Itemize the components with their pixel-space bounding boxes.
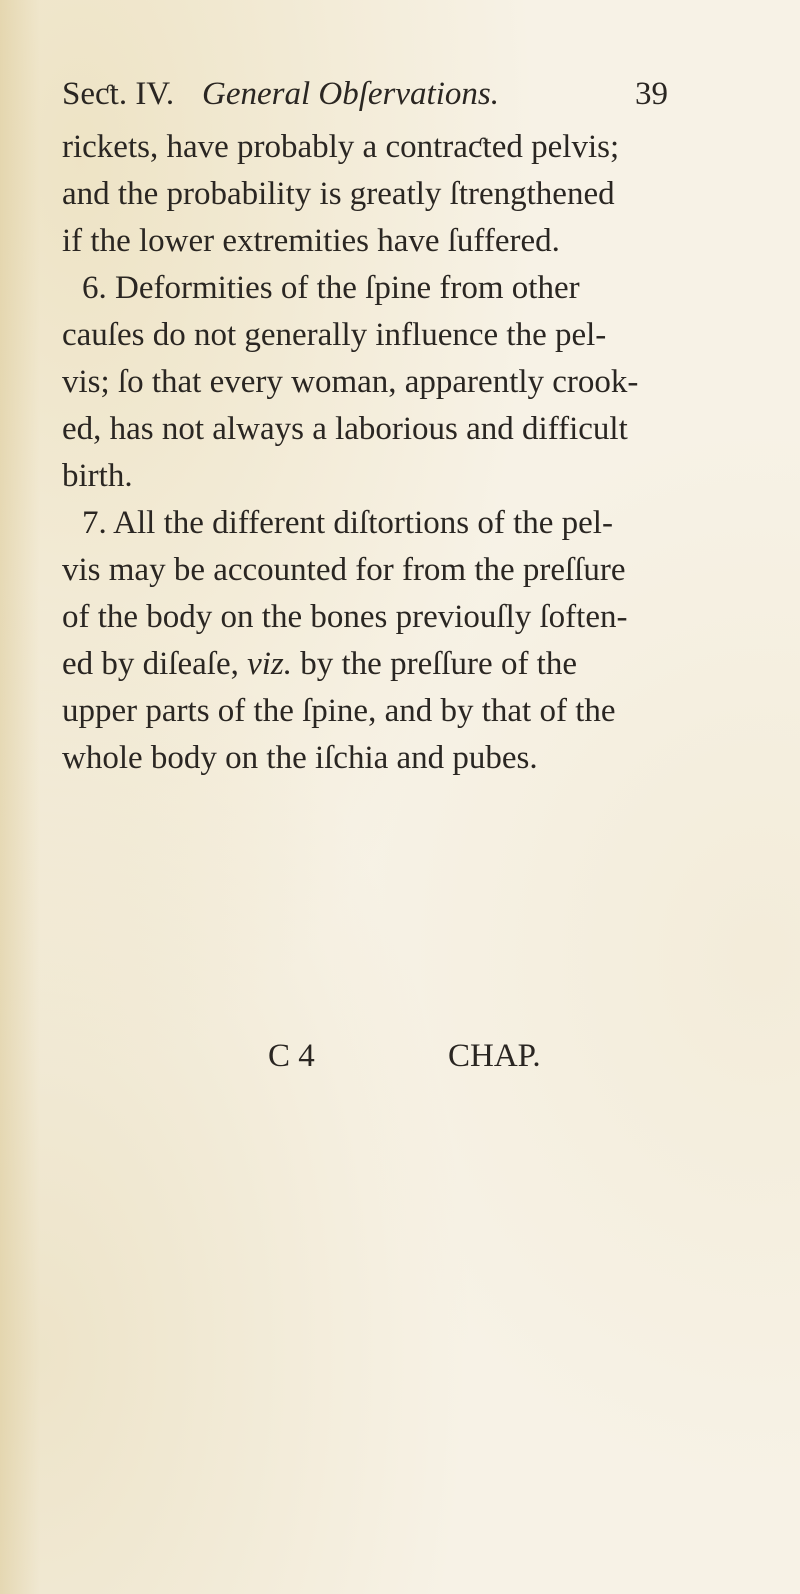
text-line: 6. Deformities of the ſpine from other — [82, 270, 580, 306]
page-edge-shading — [0, 0, 40, 1594]
text-line: whole body on the iſchia and pubes. — [62, 740, 538, 776]
text-line: and the probability is greatly ſtrengthened — [62, 176, 615, 212]
text-line: cauſes do not generally influence the pel- — [62, 317, 607, 353]
text-line: vis may be accounted for from the preſſure — [62, 552, 626, 588]
text-line: ed, has not always a laborious and difficult — [62, 411, 628, 447]
text-line: ed by diſeaſe, viz. by the preſſure of the — [62, 646, 577, 682]
section-label: Seƈt. IV. — [62, 76, 175, 112]
page-number: 39 — [635, 76, 668, 112]
text-line: upper parts of the ſpine, and by that of the — [62, 693, 616, 729]
italic-abbreviation: viz. — [247, 646, 293, 682]
signature-mark: C 4 — [268, 1038, 315, 1074]
text-line: rickets, have probably a contraƈted pelvis; — [62, 129, 620, 165]
running-title: General Obſervations. — [202, 76, 499, 112]
text-line: vis; ſo that every woman, apparently crook- — [62, 364, 639, 400]
text-line: if the lower extremities have ſuffered. — [62, 223, 560, 259]
text-line: 7. All the different diſtortions of the pel- — [82, 505, 613, 541]
catchword: CHAP. — [448, 1038, 541, 1074]
running-header — [62, 72, 668, 122]
text-line: birth. — [62, 458, 133, 494]
text-line: of the body on the bones previouſly ſoften- — [62, 599, 628, 635]
